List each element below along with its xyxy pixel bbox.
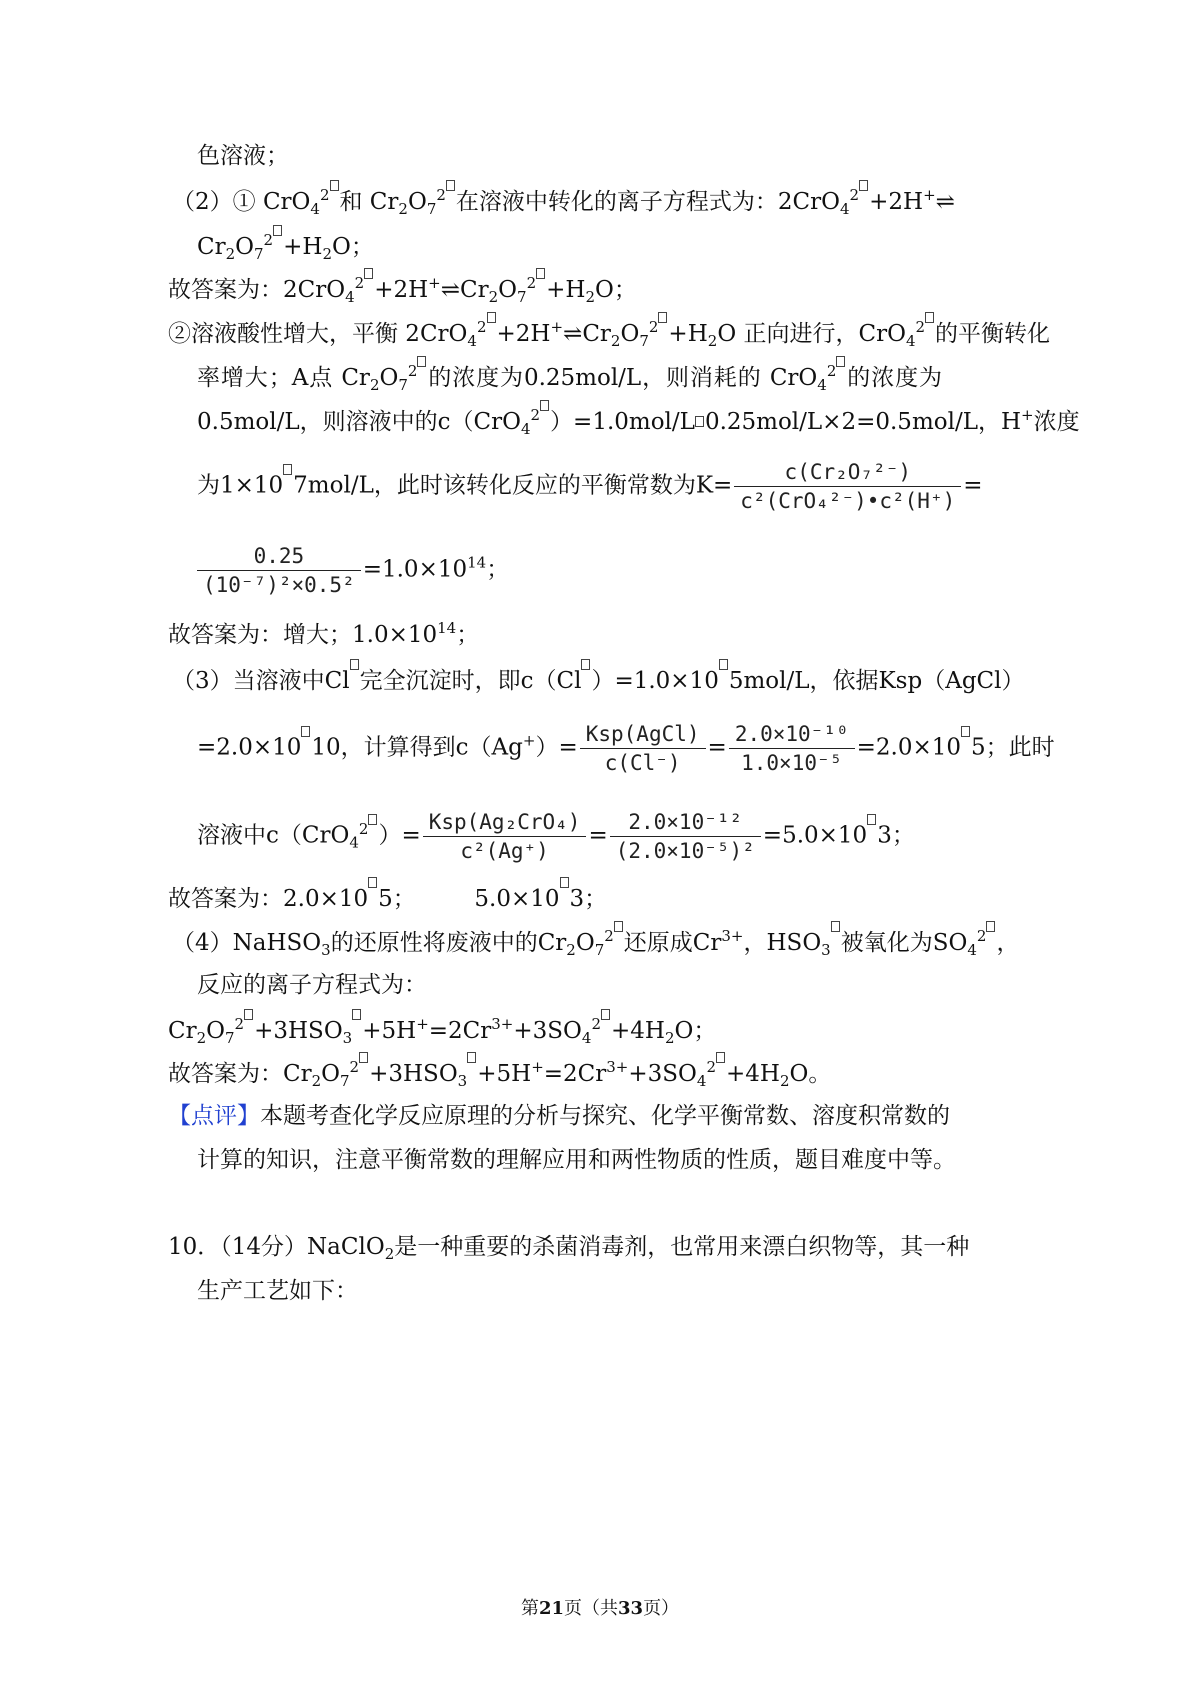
text-line: $Cr_2O_7^2 +H_2O$； (197, 225, 374, 267)
fraction-numerator: 2.0×10⁻¹⁰ (734, 722, 849, 746)
ksp-ag2cro4-fraction (423, 808, 587, 865)
question-heading: 10．（14分）NaClO$_2$是一种重要的杀菌消毒剂，也常用来漂白织物等，其一种 (168, 1234, 970, 1263)
answer-line: 故答案为：$2CrO_4^2 +2H^+\rightleftharpoons Cr_2O_7^2 +H_2O$； (168, 268, 637, 310)
equilibrium-value-line: $\frac{0.25}{\text{(10⁻⁷)²×0.5²}}$ $=1.0\times 10^{14}$； (197, 542, 509, 599)
text-line: 率增大；A点 $Cr_2O_7^2$ 的浓度为0.25mol/L，则消耗的 CrO$_4^2$ 的浓度为 (197, 356, 942, 398)
fraction-denominator: c(Cl⁻) (604, 751, 681, 775)
answer-line: 故答案为：$Cr_2O_7^2 +3HSO_3 +5H^+=2Cr^{3+}+3SO_4^2 +4H_2O$。 (168, 1052, 831, 1094)
text-line: （2）① CrO$_4^2$ 和 $Cr_2O_7^2$ 在溶液中转化的离子方程式为：2CrO$_4^2$ +2H+⇌ (172, 180, 942, 222)
answer-line: 故答案为：2.0×10 5； 5.0×10 3； (168, 877, 607, 919)
ksp-ag2cro4-value-fraction (610, 808, 761, 865)
comment-tag: 【点评】 (168, 1103, 260, 1129)
comment-line: 计算的知识，注意平衡常数的理解应用和两性物质的性质，题目难度中等。 (197, 1147, 956, 1173)
fraction-numerator: c(Cr₂O₇²⁻) (784, 460, 911, 484)
text-line: 生产工艺如下： (197, 1278, 358, 1304)
page-footer: 第21页（共33页） (520, 1598, 680, 1619)
k-value-fraction (197, 542, 361, 599)
fraction-denominator: (2.0×10⁻⁵)² (615, 839, 755, 863)
fraction-numerator: 2.0×10⁻¹² (628, 810, 743, 834)
ksp-agcl-fraction (580, 720, 706, 777)
text-line: 色溶液； (197, 143, 289, 169)
text-line: ②溶液酸性增大，平衡 $2CrO_4^2 +2H^+\rightleftharpoons Cr_2O_7^2 +H_2O$ 正向进行，CrO$_4^2$ 的平衡转化 (168, 312, 942, 354)
fraction-denominator: (10⁻⁷)²×0.5² (203, 573, 355, 597)
silver-concentration-line: =2.0×10 10，计算得到c（Ag+）= $\frac{\text{Ksp(AgCl)}}{c(Cl^-)}$ = $\frac{\text{2.0×10⁻¹⁰}}{\text{1.0×10⁻⁵}}$ =2.0×10 5；此时 (197, 722, 1055, 775)
chromate-concentration-line: 溶液中c（CrO$_4^2$ ）= $\frac{\text{Ksp(Ag₂CrO₄)}}{\text{c²(Ag⁺)}}$ = $\frac{\text{2.0×10⁻¹²}}{\text{(2.0×10⁻⁵)²}}$ =5.0×10 3； (197, 810, 915, 863)
fraction-denominator: 1.0×10⁻⁵ (741, 751, 843, 775)
current-page-number: 21 (538, 1598, 564, 1619)
equilibrium-constant-line: 为1×10 7mol/L，此时该转化反应的平衡常数为K= $\frac{\text{c(Cr₂O₇²⁻)}}{\text{c²(CrO₄²⁻)•c²(H⁺)}}$ = (197, 460, 983, 513)
text-line: 反应的离子方程式为： (197, 972, 427, 998)
fraction-numerator: Ksp(AgCl) (585, 722, 700, 746)
ionic-equation-line: $Cr_2O_7^2 +3HSO_3 +5H^+=2Cr^{3+}+3SO_4^2 +4H_2O$； (168, 1009, 716, 1051)
total-page-number: 33 (618, 1598, 644, 1619)
fraction-numerator: Ksp(Ag₂CrO₄) (428, 810, 581, 834)
comment-line: 【点评】本题考查化学反应原理的分析与探究、化学平衡常数、溶度积常数的 (168, 1103, 950, 1129)
k-expression-fraction (734, 458, 961, 515)
text-line: （3）当溶液中Cl 完全沉淀时，即c（Cl ）=1.0×10 5mol/L，依据Ksp（AgCl） (172, 659, 942, 701)
ksp-agcl-value-fraction (729, 720, 855, 777)
text-line: （4）NaHSO$_3$的还原性将废液中的$Cr_2O_7^2$ 还原成$Cr^{3+}$，$HSO_3$ 被氧化为$SO_4^2$ ， (172, 921, 942, 963)
answer-line: 故答案为：增大；$1.0\times 10^{14}$； (168, 619, 480, 648)
fraction-denominator: c²(Ag⁺) (460, 839, 549, 863)
fraction-numerator: 0.25 (253, 544, 305, 568)
fraction-denominator: c²(CrO₄²⁻)•c²(H⁺) (740, 489, 956, 513)
text-line: 0.5mol/L，则溶液中的c（CrO$_4^2$ ）=1.0mol/L 0.25mol/L×2=0.5mol/L，H+浓度 (197, 400, 942, 442)
